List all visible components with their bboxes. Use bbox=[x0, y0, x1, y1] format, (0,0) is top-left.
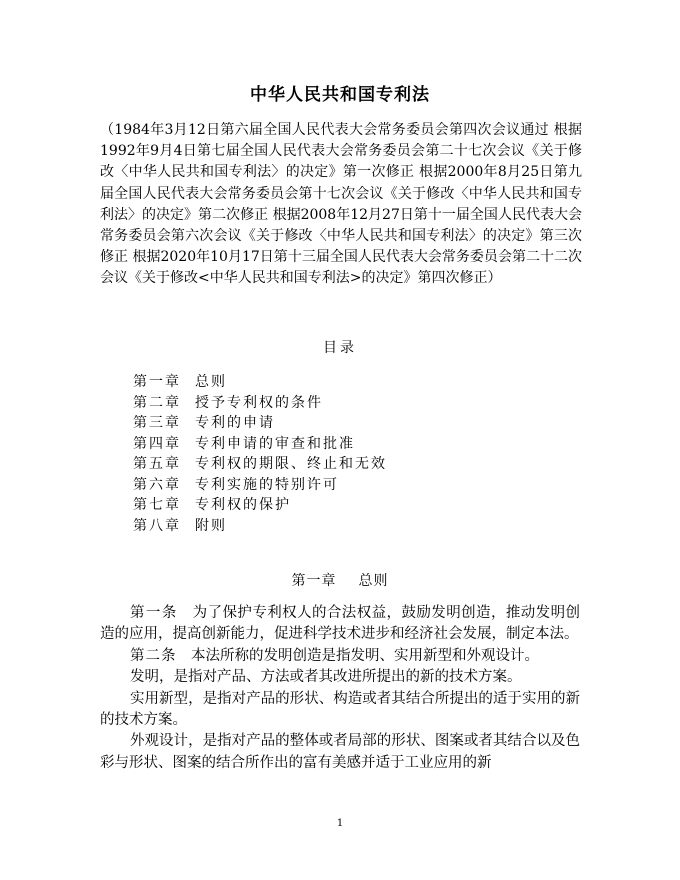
chapter-name: 总则 bbox=[358, 573, 389, 589]
toc-chapter-number: 第八章 bbox=[133, 517, 181, 534]
toc-chapter-name: 总则 bbox=[195, 374, 227, 390]
chapter-body bbox=[100, 603, 580, 774]
toc-chapter-number: 第二章 bbox=[133, 394, 181, 411]
toc-item bbox=[133, 516, 387, 537]
toc-heading: 目录 bbox=[323, 340, 357, 356]
document-title: 中华人民共和国专利法 bbox=[250, 85, 430, 105]
toc-chapter-number: 第七章 bbox=[133, 497, 181, 513]
toc-chapter-name: 专利权的期限、终止和无效 bbox=[195, 456, 387, 472]
article-number: 第一条 bbox=[130, 605, 178, 621]
body-paragraph bbox=[100, 667, 580, 688]
toc-chapter-name: 授予专利权的条件 bbox=[195, 394, 323, 411]
body-paragraph bbox=[100, 731, 580, 774]
toc-chapter-name: 专利的申请 bbox=[195, 415, 275, 431]
toc-chapter-number: 第三章 bbox=[133, 415, 181, 431]
toc-chapter-name: 专利实施的特别许可 bbox=[195, 476, 339, 493]
paragraph-text: 外观设计，是指对产品的整体或者局部的形状、图案或者其结合以及色彩与形状、图案的结合所作出的富有美感并适于工业应用的新 bbox=[100, 733, 580, 771]
paragraph-text: 本法所称的发明创造是指发明、实用新型和外观设计。 bbox=[191, 647, 539, 664]
toc-item bbox=[133, 434, 387, 455]
toc-chapter-name: 附则 bbox=[195, 517, 227, 534]
body-paragraph bbox=[100, 689, 580, 732]
toc-chapter-number: 第一章 bbox=[133, 374, 181, 390]
toc-chapter-name: 专利申请的审查和批准 bbox=[195, 435, 355, 452]
paragraph-text: 发明，是指对产品、方法或者其改进所提出的新的技术方案。 bbox=[130, 669, 522, 686]
toc-item bbox=[133, 372, 387, 393]
toc-chapter-number: 第五章 bbox=[133, 456, 181, 472]
toc-item bbox=[133, 475, 387, 496]
chapter-number: 第一章 bbox=[291, 573, 337, 589]
amendment-note bbox=[100, 120, 582, 290]
toc-item bbox=[133, 495, 387, 516]
page-number: 1 bbox=[336, 818, 344, 829]
article-paragraph bbox=[100, 603, 580, 646]
paragraph-text: 实用新型，是指对产品的形状、构造或者其结合所提出的适于实用的新的技术方案。 bbox=[100, 690, 580, 729]
toc-chapter-number: 第四章 bbox=[133, 435, 181, 452]
toc-item bbox=[133, 413, 387, 434]
toc-chapter-name: 专利权的保护 bbox=[195, 497, 291, 513]
article-paragraph bbox=[100, 646, 580, 667]
chapter-heading bbox=[0, 570, 680, 590]
paragraph-text: 为了保护专利权人的合法权益，鼓励发明创造，推动发明创造的应用，提高创新能力，促进科学技术进步和经济社会发展，制定本法。 bbox=[100, 605, 581, 643]
toc-item bbox=[133, 454, 387, 475]
amendment-note-text: （1984年3月12日第六届全国人民代表大会常务委员会第四次会议通过 根据1992年9月4日第七届全国人民代表大会常务委员会第二十七次会议《关于修改〈中华人民共和国专利法〉的决定》第一次修正 根据2000年8月25日第九届全国人民代表大会常务委员会第十七次会议《关于修改〈中华人民共和国专利法〉的决定》第二次修正 根据2008年12月27日第十一届全国人民代表大会常务委员会第六次会议《关于修改〈中华人民共和国专利法〉的决定》第三次修正 根据2020年10月17日第十三届全国人民代表大会常务委员会第二十二次会议《关于修改<中华人民共和国专利法>的决定》第四次修正） bbox=[100, 122, 582, 287]
article-number: 第二条 bbox=[130, 647, 177, 664]
toc-chapter-number: 第六章 bbox=[133, 476, 181, 493]
table-of-contents bbox=[133, 372, 387, 536]
toc-item bbox=[133, 393, 387, 414]
